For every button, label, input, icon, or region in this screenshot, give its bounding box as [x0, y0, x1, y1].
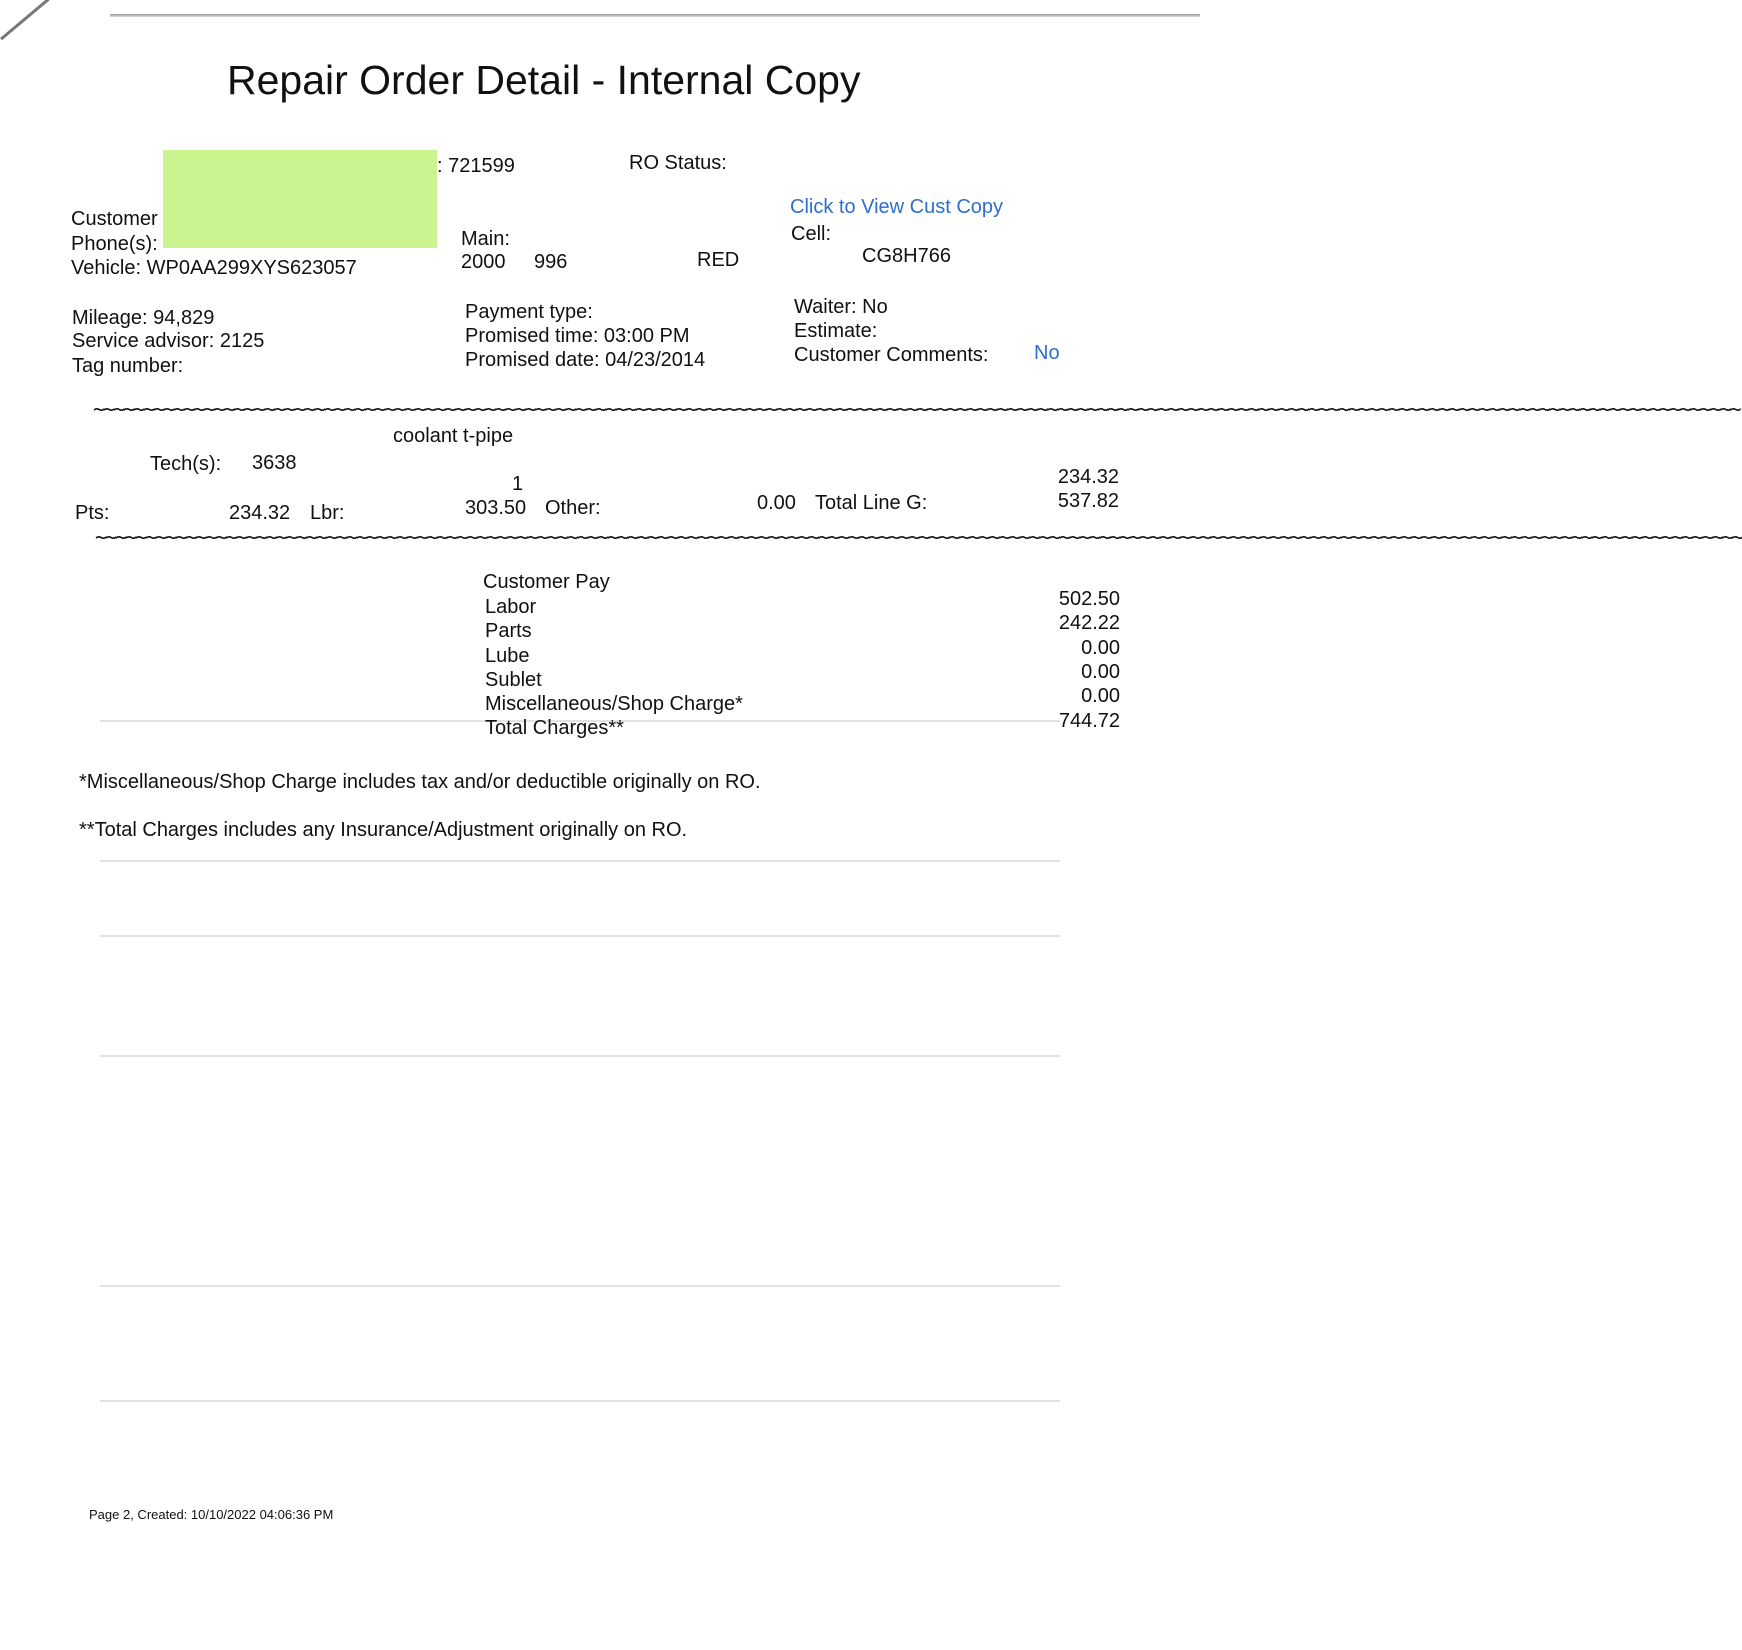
tilde-separator: ~~~~~~~~~~~~~~~~~~~~~~~~~~~~~~~~~~~~~~~~~~~~~~~~~~~~~~~~~~~~~~~~~~~~~~~~~~~~~~~~~~~~~~~~~~~~~~~~~~~~~~~~~~~~~~~~~~~~~~~~~~~~~~~~~~~~~~~~~~~~~~~~~~~~~~~~~~~~~~~~~~~~ [95, 525, 1742, 549]
vehicle-year: 2000 [461, 251, 506, 273]
totals-value-labor: 502.50 [1058, 588, 1120, 610]
vehicle-vin: Vehicle: WP0AA299XYS623057 [71, 257, 357, 279]
line-quantity: 1 [512, 473, 524, 495]
service-advisor: Service advisor: 2125 [72, 330, 265, 352]
totals-value-sublet: 0.00 [1081, 661, 1120, 683]
tilde-separator: ~~~~~~~~~~~~~~~~~~~~~~~~~~~~~~~~~~~~~~~~~~~~~~~~~~~~~~~~~~~~~~~~~~~~~~~~~~~~~~~~~~~~~~~~~~~~~~~~~~~~~~~~~~~~~~~~~~~~~~~~~~~~~~~~~~~~~~~~~~~~~~~~~~~~~~~~~~~~~~~~~~~~ [93, 397, 1740, 421]
techs-label: Tech(s): [150, 453, 222, 475]
totals-label-parts: Parts [485, 620, 532, 642]
techs-value: 3638 [252, 452, 297, 474]
customer-comments-label: Customer Comments: [794, 344, 989, 366]
license-plate: CG8H766 [862, 245, 951, 267]
vehicle-model: 996 [534, 251, 568, 273]
ro-status-label: RO Status: [629, 152, 727, 174]
view-cust-copy-link[interactable]: Click to View Cust Copy [790, 196, 1004, 218]
cell-label: Cell: [791, 223, 832, 245]
totals-label-misc: Miscellaneous/Shop Charge* [485, 693, 743, 715]
other-label: Other: [545, 497, 601, 519]
ro-number: : 721599 [437, 155, 515, 177]
vehicle-color: RED [697, 249, 740, 271]
totals-label-labor: Labor [485, 596, 537, 618]
estimate: Estimate: [794, 320, 878, 342]
tag-number: Tag number: [72, 355, 184, 377]
pts-value: 234.32 [229, 502, 291, 524]
other-value: 0.00 [757, 492, 796, 514]
lbr-label: Lbr: [310, 502, 345, 524]
page-title: Repair Order Detail - Internal Copy [227, 57, 861, 103]
totals-label-total: Total Charges** [485, 717, 624, 739]
phones-label: Phone(s): [71, 233, 158, 255]
lbr-value: 303.50 [465, 497, 527, 519]
scan-edge [110, 14, 1200, 17]
paper-fold-mark [0, 0, 79, 40]
misc-charge-note: *Miscellaneous/Shop Charge includes tax and/or deductible originally on RO. [79, 771, 761, 793]
customer-label: Customer [71, 208, 158, 230]
payment-type: Payment type: [465, 301, 593, 323]
totals-label-sublet: Sublet [485, 669, 542, 691]
total-line-value: 537.82 [1057, 490, 1119, 512]
redaction-highlight [163, 150, 437, 248]
totals-label-lube: Lube [485, 645, 530, 667]
total-charges-note: **Total Charges includes any Insurance/Adjustment originally on RO. [79, 819, 688, 841]
promised-time: Promised time: 03:00 PM [465, 325, 690, 347]
customer-pay-heading: Customer Pay [483, 571, 610, 593]
totals-value-lube: 0.00 [1081, 637, 1120, 659]
main-phone-label: Main: [461, 228, 510, 250]
totals-value-parts: 242.22 [1058, 612, 1120, 634]
totals-value-total: 744.72 [1058, 710, 1120, 732]
page-footer: Page 2, Created: 10/10/2022 04:06:36 PM [89, 1507, 334, 1522]
promised-date: Promised date: 04/23/2014 [465, 349, 706, 371]
line-description: coolant t-pipe [393, 425, 514, 447]
totals-value-misc: 0.00 [1081, 685, 1120, 707]
customer-comments-value: No [1034, 342, 1060, 364]
total-line-label: Total Line G: [815, 492, 928, 514]
pts-label: Pts: [75, 502, 110, 524]
mileage: Mileage: 94,829 [72, 307, 215, 329]
line-parts-amount: 234.32 [1057, 466, 1119, 488]
waiter: Waiter: No [794, 296, 888, 318]
